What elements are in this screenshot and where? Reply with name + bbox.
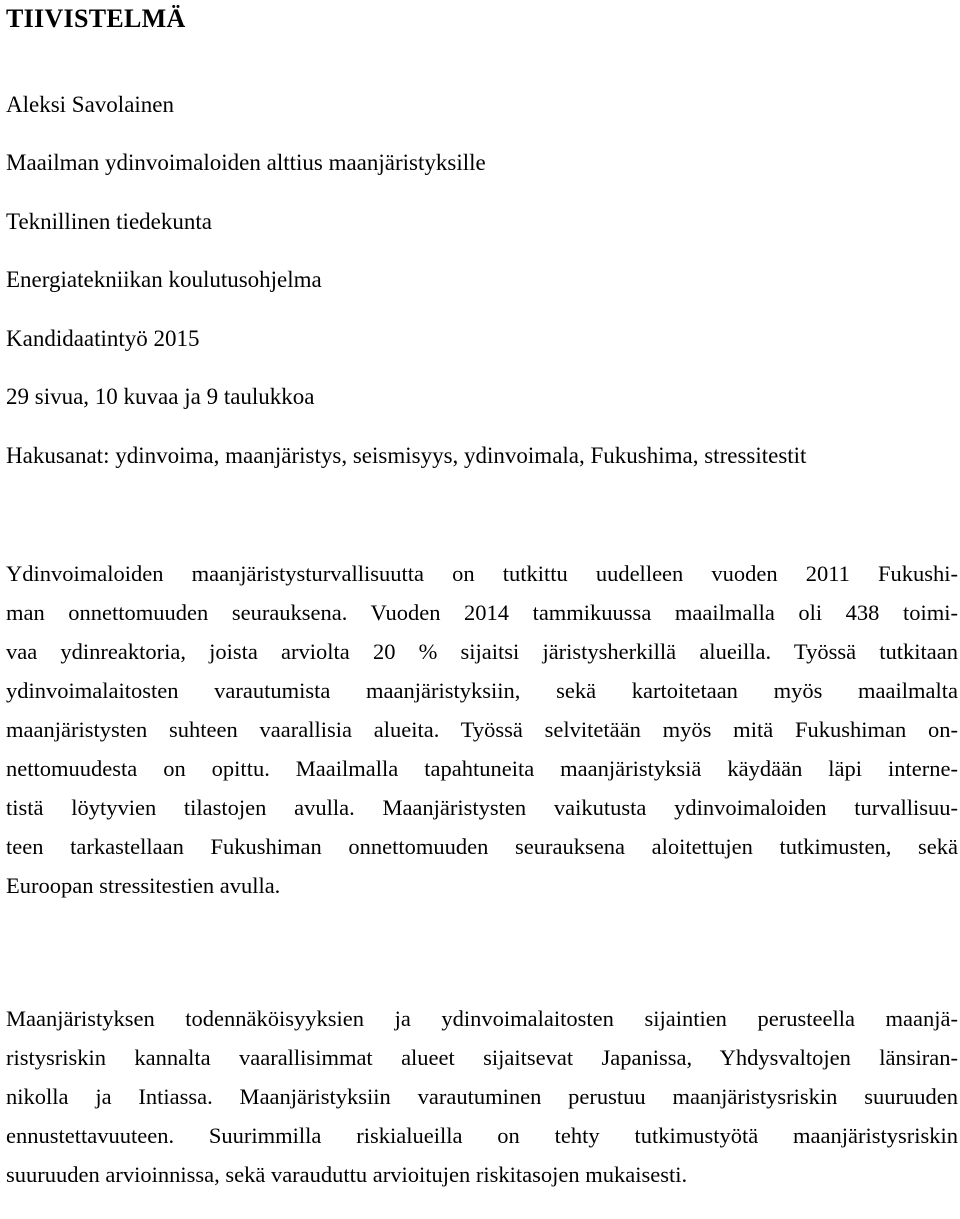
paragraph-line: ydinvoimalaitosten varautumista maanjäristyksiin, sekä kartoitetaan myös maailmalta bbox=[6, 678, 958, 703]
thesis-type-line: Kandidaatintyö 2015 bbox=[6, 326, 200, 351]
paragraph-line: Ydinvoimaloiden maanjäristysturvallisuutta on tutkittu uudelleen vuoden 2011 Fukushi- bbox=[6, 561, 958, 586]
paragraph-line: ristysriskin kannalta vaarallisimmat alueet sijaitsevat Japanissa, Yhdysvaltojen länsiran- bbox=[6, 1045, 958, 1070]
faculty-line: Teknillinen tiedekunta bbox=[6, 209, 212, 234]
abstract-heading: TIIVISTELMÄ bbox=[6, 4, 186, 33]
keywords-line: Hakusanat: ydinvoima, maanjäristys, seismisyys, ydinvoimala, Fukushima, stressitestit bbox=[6, 443, 807, 468]
abstract-paragraph-2 bbox=[6, 999, 958, 1194]
paragraph-line: ennustettavuuteen. Suurimmilla riskialueilla on tehty tutkimustyötä maanjäristysriskin bbox=[6, 1123, 958, 1148]
paragraph-line: teen tarkastellaan Fukushiman onnettomuuden seurauksena aloitettujen tutkimusten, sekä bbox=[6, 834, 958, 859]
programme-line: Energiatekniikan koulutusohjelma bbox=[6, 267, 322, 292]
abstract-paragraph-1 bbox=[6, 554, 958, 905]
paragraph-line: vaa ydinreaktoria, joista arviolta 20 % sijaitsi järistysherkillä alueilla. Työssä tutkitaan bbox=[6, 639, 958, 664]
paragraph-line: man onnettomuuden seurauksena. Vuoden 2014 tammikuussa maailmalla oli 438 toimi- bbox=[6, 600, 958, 625]
page-count-line: 29 sivua, 10 kuvaa ja 9 taulukkoa bbox=[6, 384, 315, 409]
paragraph-line: Maanjäristyksen todennäköisyyksien ja ydinvoimalaitosten sijaintien perusteella maanjä- bbox=[6, 1006, 958, 1031]
paragraph-line: nikolla ja Intiassa. Maanjäristyksiin varautuminen perustuu maanjäristysriskin suuruuden bbox=[6, 1084, 958, 1109]
paragraph-line: suuruuden arvioinnissa, sekä varauduttu arvioitujen riskitasojen mukaisesti. bbox=[6, 1162, 688, 1187]
thesis-title-line: Maailman ydinvoimaloiden alttius maanjäristyksille bbox=[6, 150, 486, 175]
paragraph-line: maanjäristysten suhteen vaarallisia alueita. Työssä selvitetään myös mitä Fukushiman on- bbox=[6, 717, 958, 742]
paragraph-line: nettomuudesta on opittu. Maailmalla tapahtuneita maanjäristyksiä käydään läpi interne- bbox=[6, 756, 958, 781]
author-line: Aleksi Savolainen bbox=[6, 92, 174, 117]
paragraph-line: Euroopan stressitestien avulla. bbox=[6, 873, 281, 898]
paragraph-line: tistä löytyvien tilastojen avulla. Maanjäristysten vaikutusta ydinvoimaloiden turvallisuu- bbox=[6, 795, 958, 820]
